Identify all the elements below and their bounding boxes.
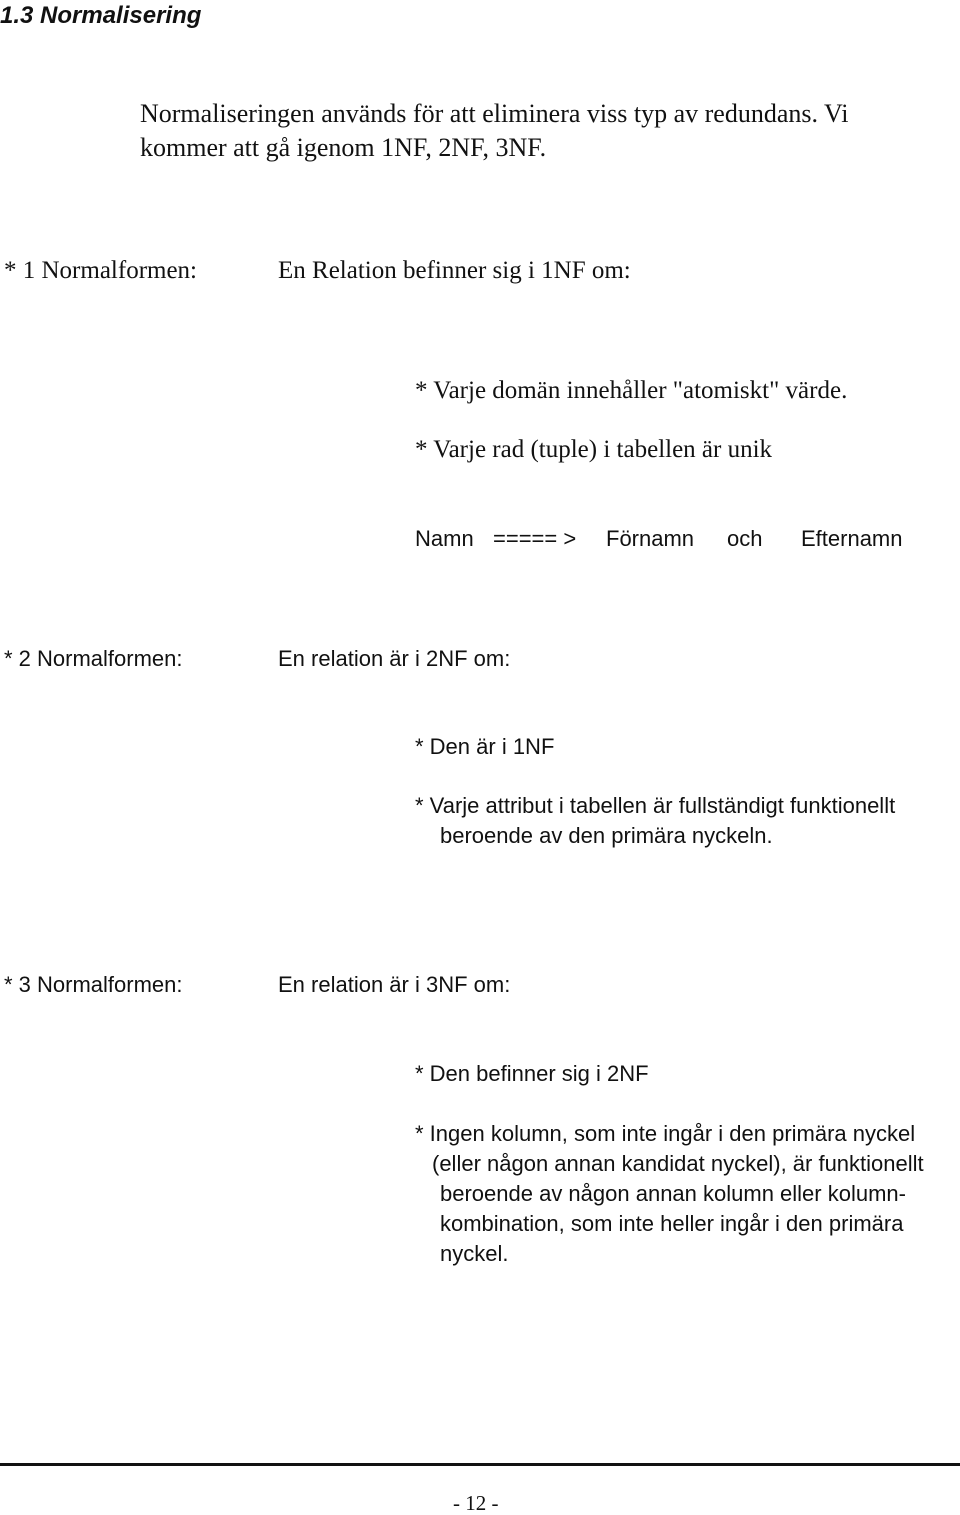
nf3-rule: En relation är i 3NF om:	[278, 972, 511, 997]
nf2-rule: En relation är i 2NF om:	[278, 646, 511, 671]
example-from: Namn	[415, 526, 474, 551]
nf3-condition-2-line-1: * Ingen kolumn, som inte ingår i den primära nyckel	[415, 1121, 916, 1146]
nf2-condition-2-line-2: beroende av den primära nyckeln.	[440, 823, 773, 848]
nf3-condition-2-line-4: kombination, som inte heller ingår i den primära	[440, 1211, 904, 1236]
nf2-condition-1: * Den är i 1NF	[415, 734, 555, 759]
nf1-rule: En Relation befinner sig i 1NF om:	[278, 257, 631, 284]
nf3-label: * 3 Normalformen:	[4, 972, 183, 997]
example-to-1: Förnamn	[606, 526, 695, 551]
page-number: - 12 -	[453, 1491, 499, 1515]
nf1-condition-1: * Varje domän innehåller "atomiskt" värde.	[415, 377, 848, 404]
nf3-condition-2-line-5: nyckel.	[440, 1241, 509, 1266]
example-to-2: Efternamn	[801, 526, 903, 551]
example-and: och	[727, 526, 763, 551]
nf2-condition-2-line-1: * Varje attribut i tabellen är fullständigt funktionellt	[415, 793, 896, 818]
page-heading: 1.3 Normalisering	[0, 2, 202, 29]
nf1-label: * 1 Normalformen:	[4, 257, 198, 284]
intro-line-1: Normaliseringen används för att eliminera viss typ av redundans. Vi	[140, 99, 849, 128]
intro-line-2: kommer att gå igenom 1NF, 2NF, 3NF.	[140, 133, 547, 162]
footer-rule	[0, 1463, 960, 1466]
nf3-condition-1: * Den befinner sig i 2NF	[415, 1061, 649, 1086]
nf3-condition-2-line-3: beroende av någon annan kolumn eller kolumn-	[440, 1181, 906, 1206]
nf1-condition-2: * Varje rad (tuple) i tabellen är unik	[415, 436, 773, 463]
nf2-label: * 2 Normalformen:	[4, 646, 183, 671]
example-arrow: ===== >	[493, 526, 577, 551]
nf3-condition-2-line-2: (eller någon annan kandidat nyckel), är funktionellt	[432, 1151, 924, 1176]
